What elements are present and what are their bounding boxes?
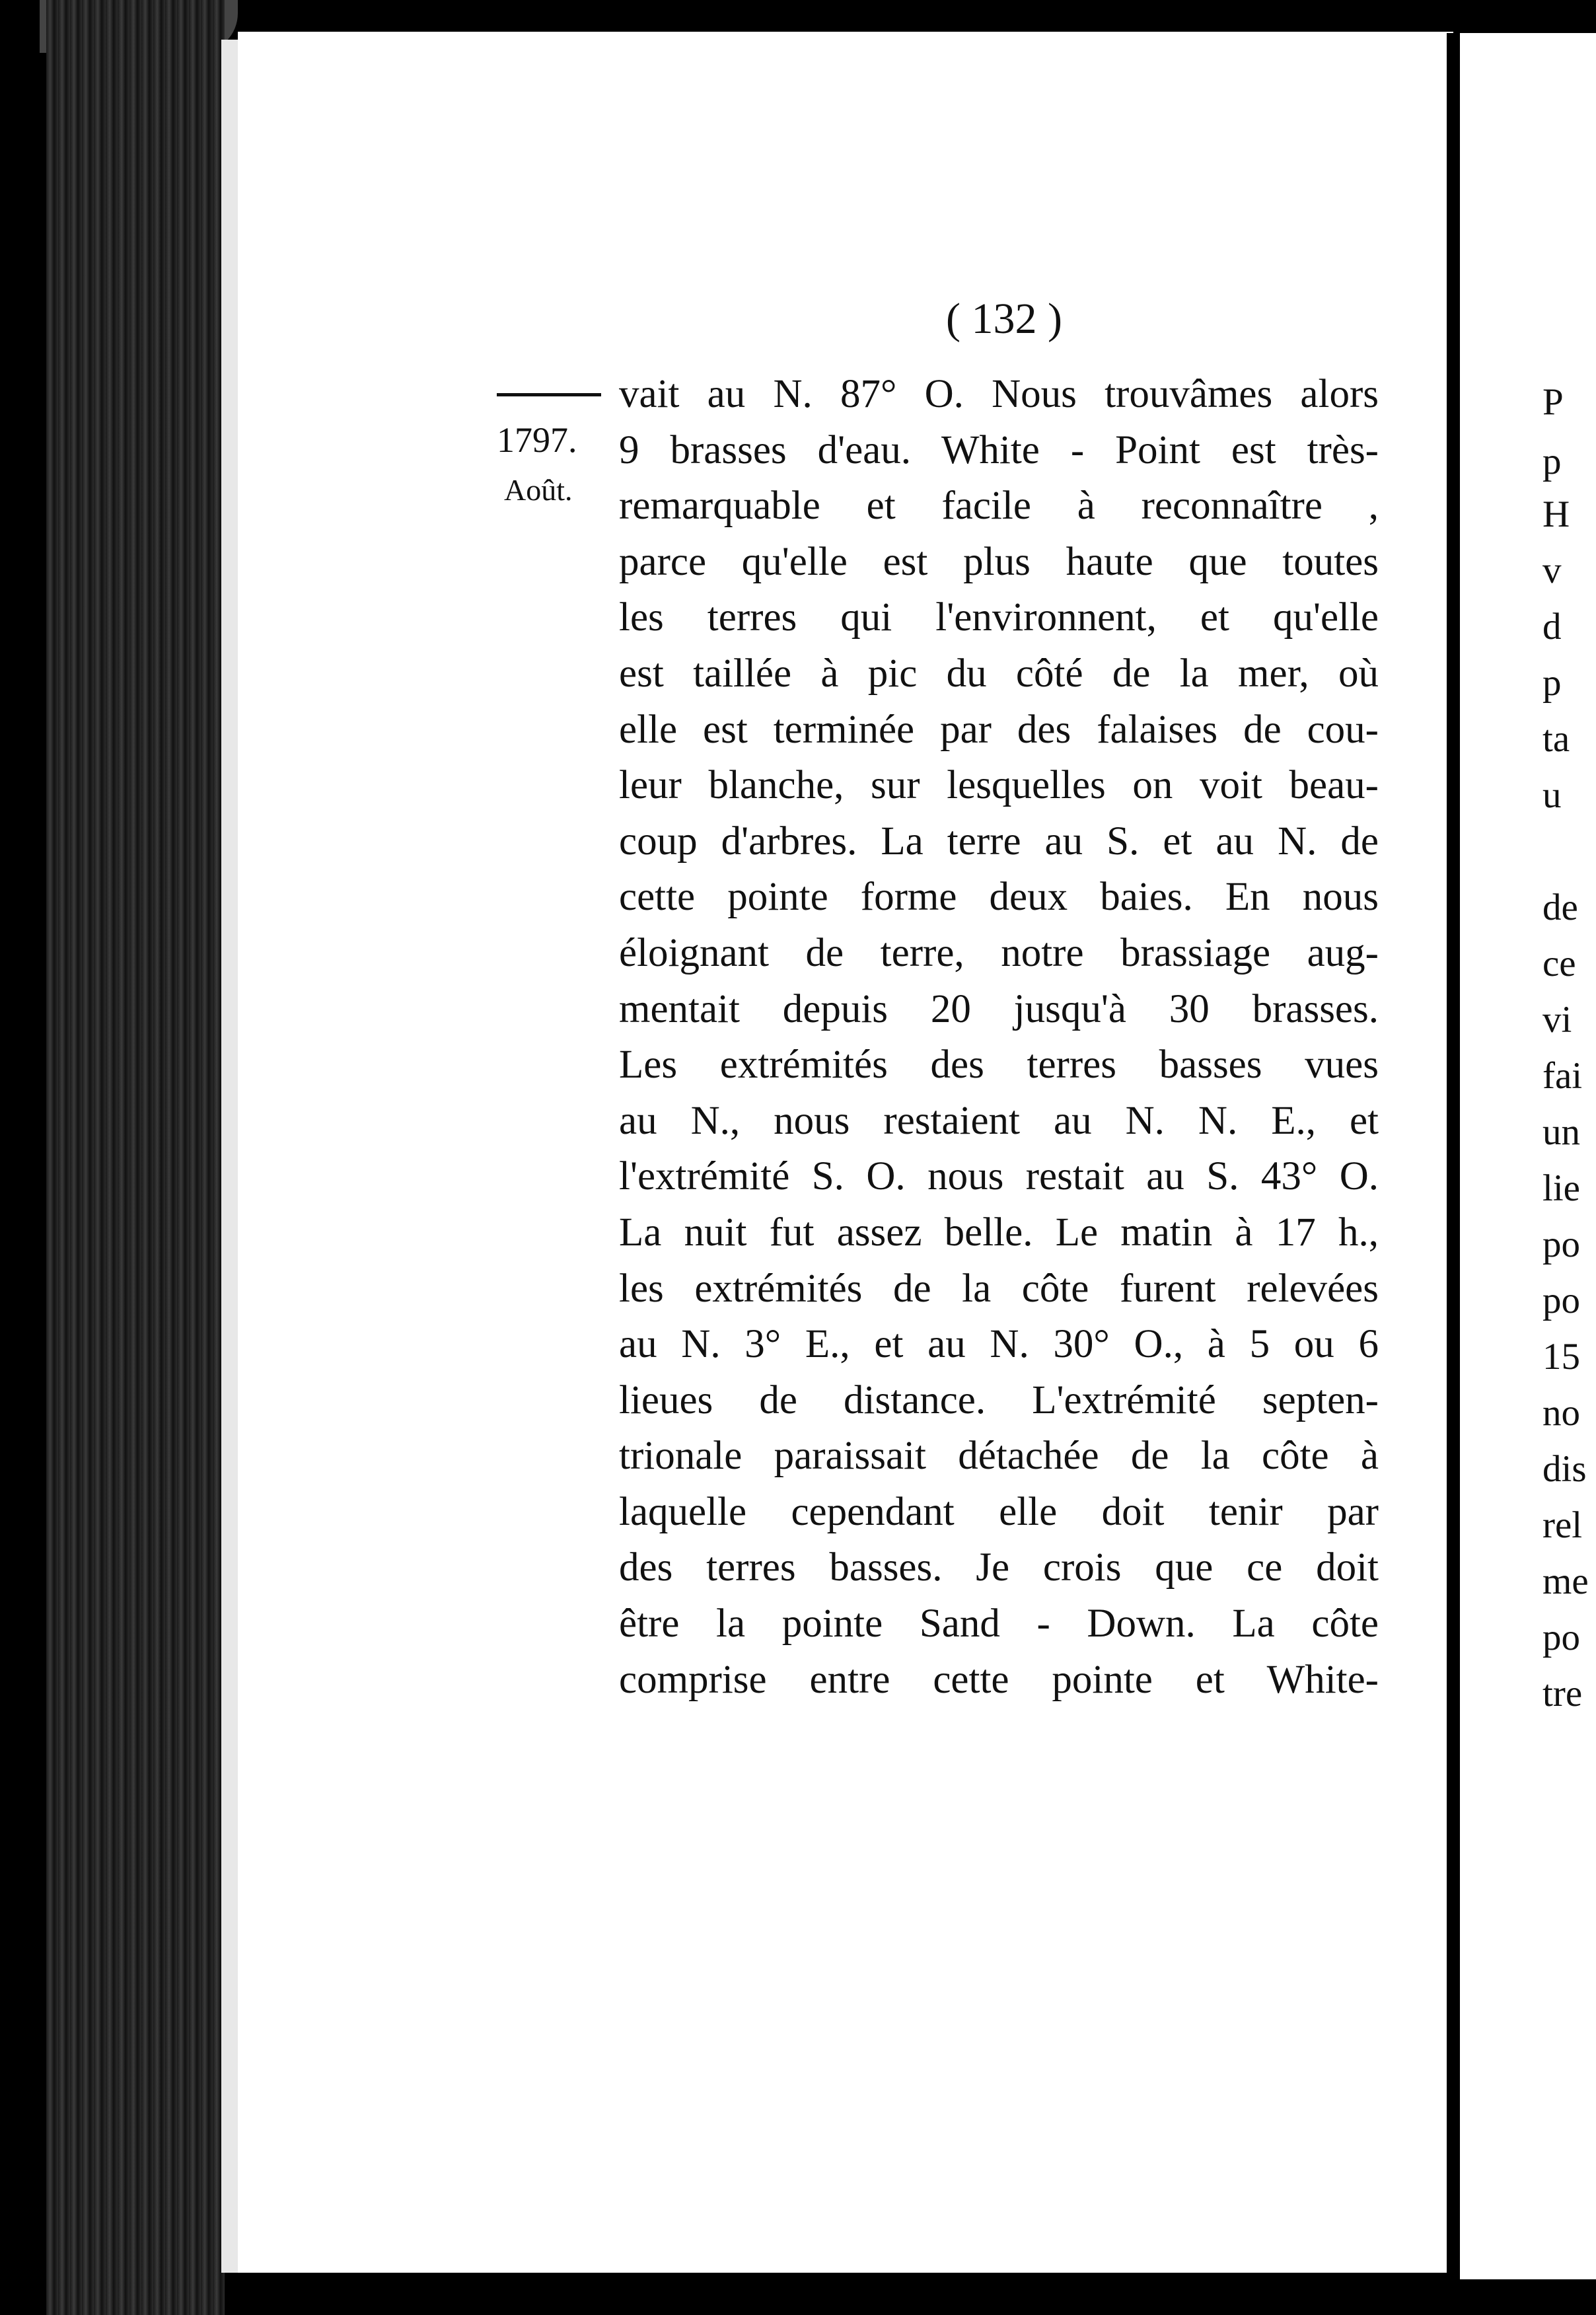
text-line: vait au N. 87° O. Nous trouvâmes alors bbox=[619, 372, 1379, 416]
text-line: elle est terminée par des falaises de cou- bbox=[619, 707, 1379, 752]
facing-fragment: P bbox=[1542, 381, 1564, 423]
facing-fragment: vi bbox=[1542, 999, 1572, 1041]
text-line: 9 brasses d'eau. White - Point est très- bbox=[619, 427, 1379, 472]
facing-fragment: H bbox=[1542, 494, 1570, 535]
margin-month: Août. bbox=[504, 473, 573, 507]
text-line: l'extrémité S. O. nous restait au S. 43° O. bbox=[619, 1154, 1379, 1199]
facing-fragment: v bbox=[1542, 550, 1562, 591]
facing-fragment: ta bbox=[1542, 718, 1570, 760]
facing-fragment: me bbox=[1542, 1561, 1589, 1602]
facing-fragment: fai bbox=[1542, 1055, 1583, 1097]
facing-fragment: dis bbox=[1542, 1448, 1587, 1490]
text-line: est taillée à pic du côté de la mer, où bbox=[619, 651, 1379, 696]
text-line: être la pointe Sand - Down. La côte bbox=[619, 1601, 1379, 1646]
margin-rule bbox=[497, 393, 601, 396]
text-line: comprise entre cette pointe et White- bbox=[619, 1657, 1379, 1702]
text-line: au N., nous restaient au N. N. E., et bbox=[619, 1098, 1379, 1143]
book-gutter bbox=[1447, 33, 1461, 2279]
text-line: Les extrémités des terres basses vues bbox=[619, 1043, 1379, 1087]
text-line: coup d'arbres. La terre au S. et au N. de bbox=[619, 819, 1379, 864]
facing-fragment: p bbox=[1542, 441, 1562, 482]
facing-fragment: rel bbox=[1542, 1504, 1583, 1546]
text-line: cette pointe forme deux baies. En nous bbox=[619, 875, 1379, 920]
body-text bbox=[619, 367, 1379, 1708]
facing-fragment: ce bbox=[1542, 943, 1576, 984]
text-line: parce qu'elle est plus haute que toutes bbox=[619, 539, 1379, 584]
page-shadow bbox=[221, 40, 240, 2273]
facing-fragment: no bbox=[1542, 1392, 1580, 1434]
text-line: trionale paraissait détachée de la côte à bbox=[619, 1434, 1379, 1479]
facing-page bbox=[1460, 33, 1596, 2279]
text-line: leur blanche, sur lesquelles on voit beau- bbox=[619, 763, 1379, 808]
text-line: les terres qui l'environnent, et qu'elle bbox=[619, 595, 1379, 640]
facing-fragment: tre bbox=[1542, 1673, 1583, 1714]
facing-fragment: un bbox=[1542, 1111, 1580, 1153]
facing-fragment: d bbox=[1542, 606, 1562, 647]
margin-year: 1797. bbox=[497, 420, 577, 460]
text-line: La nuit fut assez belle. Le matin à 17 h., bbox=[619, 1210, 1379, 1255]
facing-fragment: de bbox=[1542, 887, 1578, 928]
facing-fragment: po bbox=[1542, 1224, 1580, 1265]
page-number: ( 132 ) bbox=[946, 295, 1062, 343]
facing-fragment: p bbox=[1542, 662, 1562, 704]
facing-fragment: po bbox=[1542, 1617, 1580, 1658]
text-line: laquelle cependant elle doit tenir par bbox=[619, 1489, 1379, 1534]
text-line: remarquable et facile à reconnaître , bbox=[619, 484, 1379, 529]
page-edges bbox=[46, 0, 225, 2315]
text-line: mentait depuis 20 jusqu'à 30 brasses. bbox=[619, 986, 1379, 1031]
facing-fragment: 15 bbox=[1542, 1336, 1580, 1378]
text-line: les extrémités de la côte furent relevées bbox=[619, 1266, 1379, 1311]
facing-fragment: po bbox=[1542, 1280, 1580, 1321]
facing-fragment: u bbox=[1542, 774, 1562, 816]
facing-fragment: lie bbox=[1542, 1167, 1580, 1209]
text-line: lieues de distance. L'extrémité septen- bbox=[619, 1378, 1379, 1422]
text-line: au N. 3° E., et au N. 30° O., à 5 ou 6 bbox=[619, 1322, 1379, 1367]
text-line: éloignant de terre, notre brassiage aug- bbox=[619, 930, 1379, 975]
text-line: des terres basses. Je crois que ce doit bbox=[619, 1545, 1379, 1590]
